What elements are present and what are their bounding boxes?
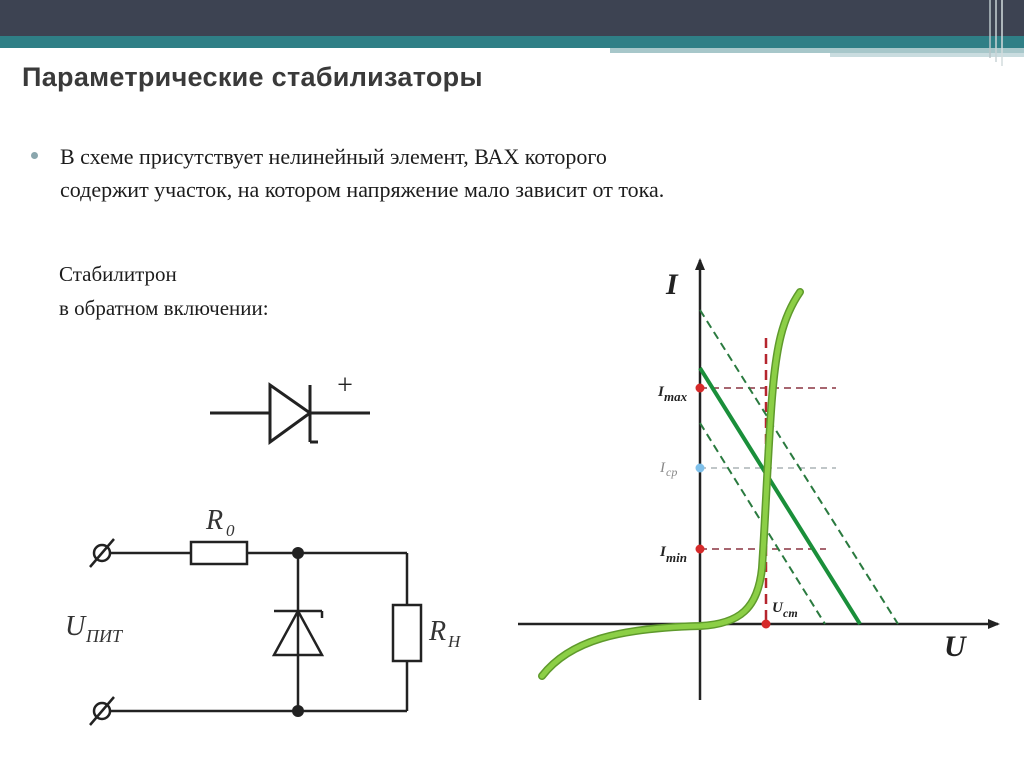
zener-iv-curve [542,292,800,676]
imax-label: I [658,384,664,400]
stabilizer-circuit [60,495,480,735]
imin-label: I [660,544,666,560]
zener-symbol [200,370,390,460]
junction-bottom [292,705,304,717]
rn-label: R [429,616,447,647]
load-line-upper [700,310,898,624]
bullet-line-1: В схеме присутствует нелинейный элемент, ВАХ которого [60,144,607,169]
imax-marker [696,384,705,393]
header-band [0,0,1024,70]
resistor-r0 [191,542,247,564]
icp-marker [696,464,705,473]
ust-marker [762,620,771,629]
bullet-line-2: содержит участок, на котором напряжение мало зависит от тока. [60,177,665,202]
r0-label: R [206,505,224,536]
imax-subscript: max [664,389,688,404]
ust-label: U [772,600,783,616]
plus-sign: + [337,370,353,401]
junction-top [292,547,304,559]
u-axis-label: U [944,630,966,663]
icp-subscript: cp [666,465,678,479]
r0-subscript: 0 [226,521,235,540]
supply-subscript: ПИТ [86,626,123,646]
slide-title: Параметрические стабилизаторы [22,62,483,92]
imin-marker [696,545,705,554]
i-axis-label: I [666,268,678,301]
device-label-line-2: в обратном включении: [59,296,269,320]
ust-subscript: cm [783,606,798,620]
supply-label: U [65,611,86,642]
bullet-icon [31,152,38,159]
terminal-top [90,539,114,567]
device-label-line-1: Стабилитрон [59,262,177,286]
imin-subscript: min [666,550,687,565]
terminal-bottom [90,697,114,725]
load-line-main [700,368,860,624]
icp-label: I [660,460,665,476]
iv-characteristic-graph [510,248,1015,713]
resistor-rn [393,605,421,661]
bullet-text [60,140,664,206]
rn-subscript: Н [448,632,461,651]
